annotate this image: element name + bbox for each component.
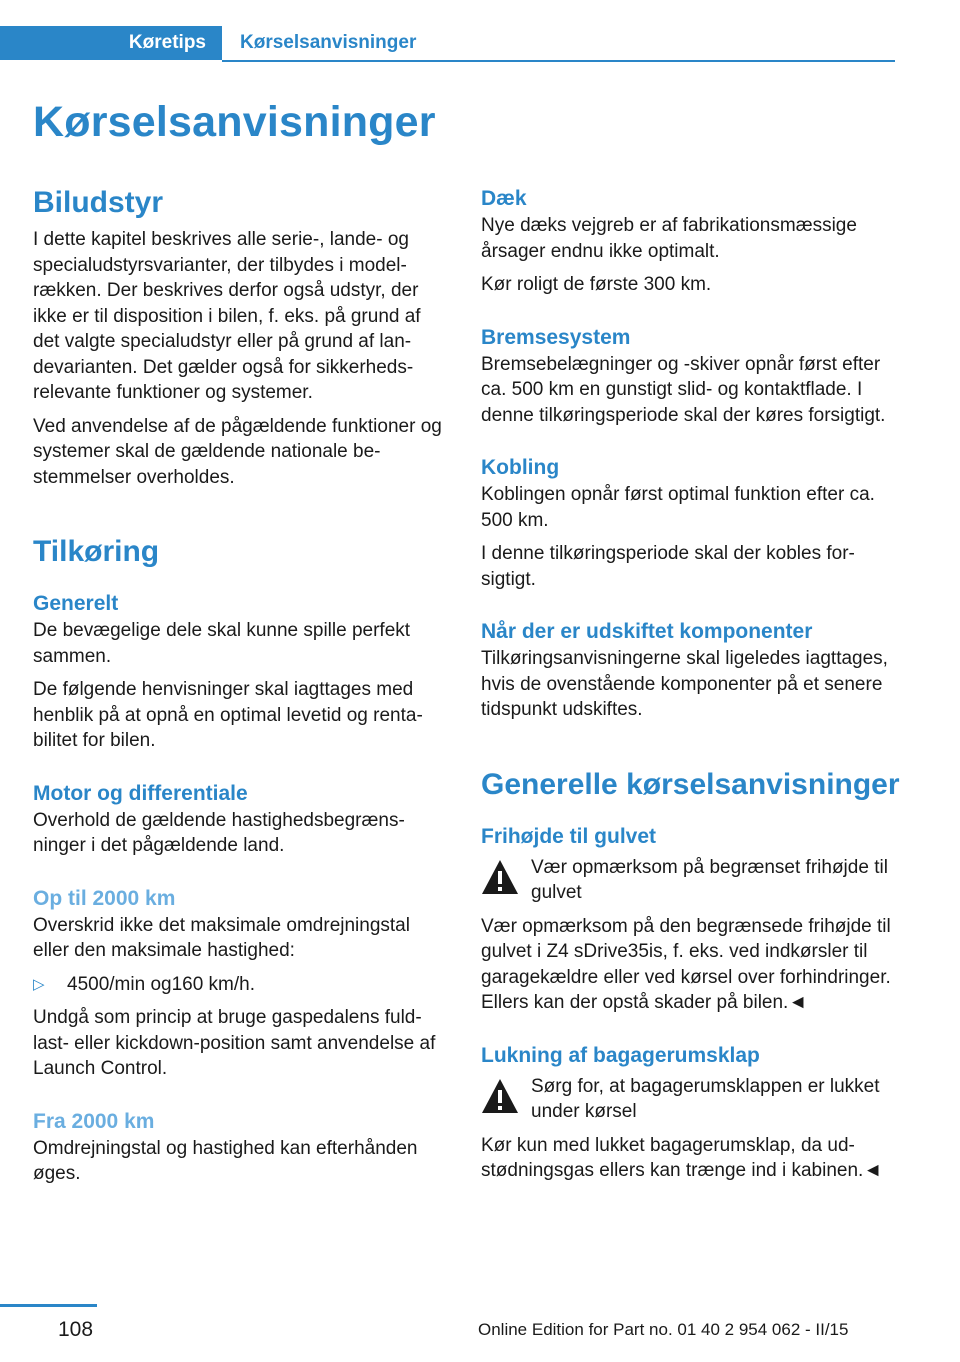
right-column [481,185,901,1192]
left-column [33,185,443,1195]
bullet-triangle-icon: ▷ [33,975,45,993]
paragraph: De bevægelige dele skal kunne spille perfekt sammen. [33,620,411,667]
warning-triangle-icon [481,1078,519,1114]
paragraph: I dette kapitel beskrives alle serie-, lande- og specialudstyrsvarianter, der tilbydes i modelrækken. Der beskrives derfor også udstyr, der ikke er til disposition i bilen, f. eks. på grund af det valgte specialudstyr eller på grund af landevarianten. Det gælder også for sikkerhedsrelevante funktioner og systemer. [33,229,421,403]
subheading-kobling: Kobling [481,456,560,479]
footer-edition-text: Online Edition for Part no. 01 40 2 954 062 - II/15 [478,1320,849,1339]
warning-box [481,855,901,906]
subheading-motor: Motor og differentiale [33,781,248,805]
subheading-op-til-2000: Op til 2000 km [33,886,176,910]
subheading-fra-2000: Fra 2000 km [33,1109,155,1133]
warning-text: Sørg for, at bagagerumsklappen er lukket under kørsel [531,1075,880,1122]
warning-text: Vær opmærksom på begrænset frihøjde til gulvet [531,856,888,903]
list-item [33,972,443,998]
paragraph: Undgå som princip at bruge gaspedalens fuldlast- eller kickdown-position samt anvendelse af Launch Control. [33,1007,436,1079]
warning-box [481,1074,901,1125]
paragraph: I denne tilkøringsperiode skal der kobles forsigtigt. [481,543,855,590]
subheading-daek: Dæk [481,187,527,210]
page-number: 108 [58,1318,94,1341]
page-title: Kørselsanvisninger [33,98,436,146]
list-item-text: 4500/min og160 km/h. [67,973,256,995]
header-bar [0,26,895,62]
subheading-frihojde: Frihøjde til gulvet [481,824,657,848]
section-heading-biludstyr: Biludstyr [33,186,164,219]
paragraph: De følgende henvisninger skal iagttages med henblik på at opnå en optimal levetid og rentabilitet for bilen. [33,679,423,751]
paragraph: Vær opmærksom på den begrænsede frihøjde til gulvet i Z4 sDrive35is, f. eks. ved indkørsler til garagekældre eller ved kørsel over forhindringer. Ellers kan der opstå skader på bilen.◄ [481,915,891,1013]
tab-korselsanvisninger[interactable]: Kørselsanvisninger [240,32,417,53]
header-divider [222,60,895,62]
paragraph: Bremsebelægninger og -skiver opnår først efter ca. 500 km en gunstigt slid- og kontaktflade. I denne tilkøringsperiode skal der køres forsigtigt. [481,353,886,426]
subheading-generelt: Generelt [33,592,119,615]
paragraph: Koblingen opnår først optimal funktion efter ca. 500 km. [481,484,875,531]
subheading-bremsesystem: Bremsesystem [481,325,631,349]
paragraph: Ved anvendelse af de pågældende funktioner og systemer skal de gældende nationale bestemmelser overholdes. [33,415,442,488]
paragraph: Nye dæks vejgreb er af fabrikationsmæssige årsager endnu ikke optimalt. [481,215,857,262]
footer-divider [0,1304,97,1307]
paragraph: Overskrid ikke det maksimale omdrejningstal eller den maksimale hastighed: [33,914,410,961]
paragraph: Kør kun med lukket bagagerumsklap, da udstødningsgas ellers kan trænge ind i kabinen.◄ [481,1134,883,1181]
warning-triangle-icon [481,859,519,895]
paragraph: Omdrejningstal og hastighed kan efterhånden øges. [33,1137,418,1184]
subheading-bagagerumsklap: Lukning af bagagerumsklap [481,1043,760,1067]
subheading-komponenter: Når der er udskiftet komponenter [481,620,813,643]
paragraph: Kør roligt de første 300 km. [481,274,712,295]
section-heading-tilkoring: Tilkøring [33,535,160,568]
section-heading-generelle: Generelle kørselsanvisninger [481,767,900,801]
paragraph: Tilkøringsanvisningerne skal ligeledes iagttages, hvis de ovenstående komponenter på et senere tidspunkt udskiftes. [481,648,888,720]
paragraph: Overhold de gældende hastighedsbegrænsninger i det pågældende land. [33,809,405,856]
tab-koretips[interactable]: Køretips [0,26,222,60]
